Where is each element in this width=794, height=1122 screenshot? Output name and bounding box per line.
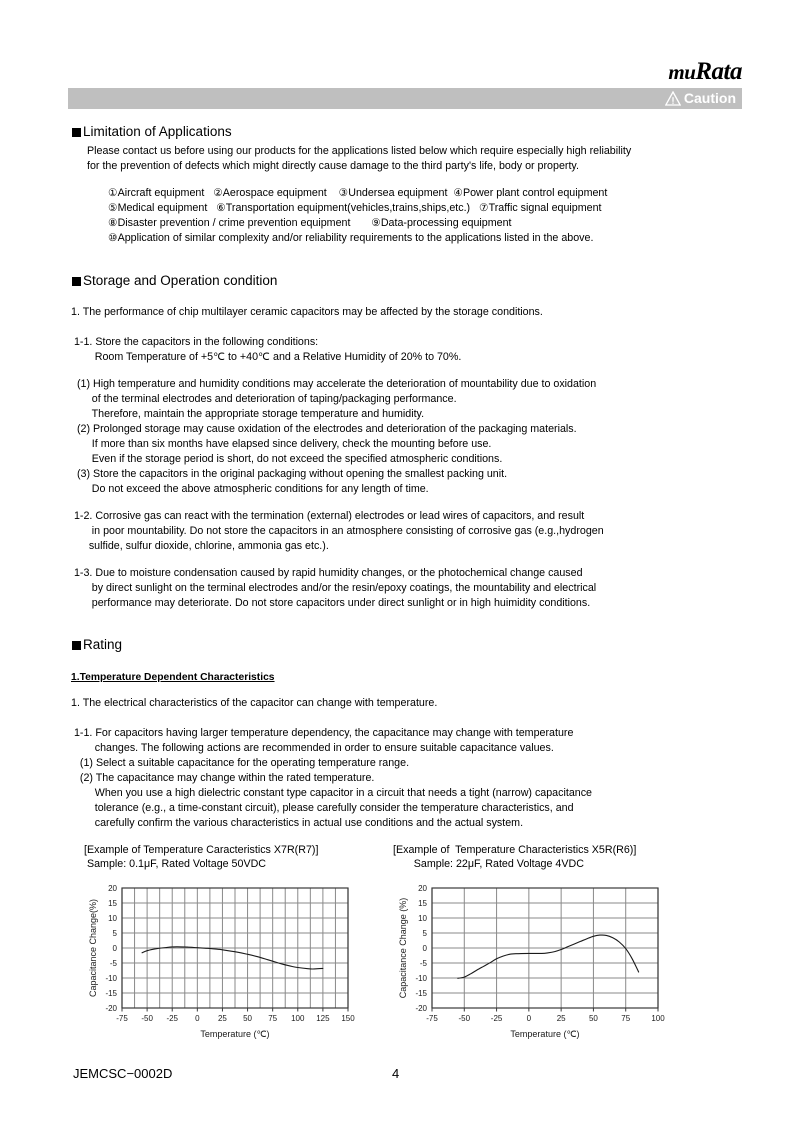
y-axis-tick-label: 5 [112,929,117,939]
x-axis-tick-label: 0 [526,1014,532,1023]
y-axis-tick-label: 20 [418,884,427,894]
caution-label-group [665,90,736,107]
storage-1-1-line-1: 1-1. Store the capacitors in the following conditions: [71,336,319,348]
y-axis-tick-label: 20 [108,884,117,894]
footer-page-number: 4 [392,1066,400,1081]
chart-right-caption-line-2: Sample: 22μF, Rated Voltage 4VDC [393,858,584,870]
x-axis-tick-label: 0 [195,1014,200,1023]
storage-item-3-line-1: (3) Store the capacitors in the original packaging without opening the smallest packing unit. [71,468,508,480]
y-axis-tick-label: 10 [418,914,427,924]
section-heading-limitation-text: Limitation of Applications [83,124,232,139]
storage-1-3-line-2: by direct sunlight on the terminal electrodes and/or the resin/epoxy coatings, the mountability and electrical [71,582,597,594]
x-axis-label: Temperature (℃) [510,1029,580,1039]
y-axis-tick-label: -10 [105,974,117,984]
data-series-line [458,935,639,978]
y-axis-tick-label: 10 [108,914,117,924]
chart-left-caption-line-1: [Example of Temperature Caracteristics X7R(R7)] [84,844,319,856]
y-axis-tick-label: -10 [415,974,427,984]
y-axis-tick-label: -15 [105,989,117,999]
x-axis-tick-label: -75 [116,1014,128,1023]
x-axis-tick-label: -50 [458,1014,471,1023]
rating-1-1-line-1: 1-1. For capacitors having larger temperature dependency, the capacitance may change with temperature [71,727,574,739]
logo-text-rata: Rata [695,58,742,85]
chart-x7r-temperature-characteristics [60,878,360,1048]
murata-logo [668,58,742,86]
y-axis-tick-label: 5 [422,929,427,939]
y-axis-label: Capacitance Change(%) [88,898,98,998]
footer-document-id: JEMCSC−0002D [73,1066,173,1081]
y-axis-tick-label: -15 [415,989,427,999]
limitation-intro-line-1: Please contact us before using our products for the applications listed below which require especially high reliability [87,145,632,157]
rating-item-2-line-3: tolerance (e.g., a time-constant circuit), please carefully consider the temperature characteristics, and [71,802,574,814]
storage-1-3-line-3: performance may deteriorate. Do not store capacitors under direct sunlight or in high huimidity conditions. [71,597,591,609]
storage-item-1-line-1: (1) High temperature and humidity conditions may accelerate the deterioration of mountability due to oxidation [71,378,597,390]
storage-1-3-line-1: 1-3. Due to moisture condensation caused by rapid humidity changes, or the photochemical change caused [71,567,583,579]
limitation-intro-line-2: for the prevention of defects which might directly cause damage to the third party's life, body or property. [87,160,579,172]
chart-right-caption-line-1: [Example of Temperature Characteristics X5R(R6)] [393,844,637,856]
limitation-item-4: ⑩Application of similar complexity and/or reliability requirements to the applications listed in the above. [108,232,594,244]
bullet-square-icon [72,641,81,650]
y-axis-tick-label: -20 [105,1004,117,1014]
storage-paragraph-1: 1. The performance of chip multilayer ceramic capacitors may be affected by the storage conditions. [71,306,543,318]
storage-item-1-line-3: Therefore, maintain the appropriate storage temperature and humidity. [71,408,425,420]
storage-item-2-line-1: (2) Prolonged storage may cause oxidation of the electrodes and deterioration of the packaging materials. [71,423,577,435]
storage-1-2-line-2: in poor mountability. Do not store the capacitors in an atmosphere consisting of corrosive gas (e.g.,hydrogen [71,525,604,537]
y-axis-tick-label: 0 [112,944,117,954]
y-axis-tick-label: -20 [415,1004,427,1014]
storage-item-3-line-2: Do not exceed the above atmospheric conditions for any length of time. [71,483,429,495]
x-axis-tick-label: 150 [341,1014,355,1023]
storage-item-2-line-2: If more than six months have elapsed since delivery, check the mounting before use. [71,438,492,450]
chart-x5r-temperature-characteristics [370,878,670,1048]
storage-1-1-line-2: Room Temperature of +5℃ to +40℃ and a Relative Humidity of 20% to 70%. [71,351,462,363]
storage-1-2-line-3: sulfide, sulfur dioxide, chlorine, ammonia gas etc.). [71,540,329,552]
y-axis-tick-label: -5 [109,959,117,969]
caution-banner [68,88,742,109]
logo-text-mu: mu [668,60,696,84]
x-axis-tick-label: 100 [651,1014,665,1023]
rating-item-2-line-2: When you use a high dielectric constant type capacitor in a circuit that needs a tight (narrow) capacitance [71,787,592,799]
x-axis-tick-label: 75 [268,1014,278,1023]
limitation-item-2: ⑤Medical equipment ⑥Transportation equipment(vehicles,trains,ships,etc.) ⑦Traffic signal equipment [108,202,602,214]
x-axis-tick-label: 25 [556,1014,566,1023]
rating-item-1: (1) Select a suitable capacitance for the operating temperature range. [71,757,410,769]
rating-1-1-line-2: changes. The following actions are recommended in order to ensure suitable capacitance values. [71,742,554,754]
x-axis-tick-label: -75 [426,1014,438,1023]
x-axis-tick-label: 25 [217,1014,227,1023]
chart-plot-area-1 [398,884,665,1039]
bullet-square-icon [72,128,81,137]
limitation-item-3: ⑧Disaster prevention / crime prevention equipment ⑨Data-processing equipment [108,217,512,229]
rating-item-2-line-4: carefully confirm the various characteristics in actual use conditions and the actual system. [71,817,524,829]
y-axis-tick-label: 15 [418,899,427,909]
y-axis-tick-label: -5 [419,959,427,969]
bullet-square-icon [72,277,81,286]
x-axis-tick-label: 100 [291,1014,305,1023]
y-axis-tick-label: 15 [108,899,117,909]
x-axis-tick-label: 75 [621,1014,631,1023]
rating-paragraph-1: 1. The electrical characteristics of the capacitor can change with temperature. [71,697,438,709]
x-axis-tick-label: 50 [588,1014,598,1023]
limitation-item-1: ①Aircraft equipment ②Aerospace equipment ③Undersea equipment ④Power plant control equipment [108,187,608,199]
caution-text: Caution [683,90,736,106]
storage-item-2-line-3: Even if the storage period is short, do not exceed the specified atmospheric conditions. [71,453,503,465]
warning-triangle-icon [665,91,681,106]
x-axis-tick-label: -25 [166,1014,179,1023]
section-heading-limitation [72,124,232,140]
storage-1-2-line-1: 1-2. Corrosive gas can react with the termination (external) electrodes or lead wires of capacitors, and result [71,510,585,522]
section-heading-rating [72,637,122,653]
x-axis-tick-label: -50 [141,1014,153,1023]
y-axis-label: Capacitance Change (%) [398,897,408,999]
section-heading-storage-text: Storage and Operation condition [83,273,278,288]
storage-item-1-line-2: of the terminal electrodes and deterioration of taping/packaging performance. [71,393,457,405]
x-axis-tick-label: 50 [243,1014,253,1023]
x-axis-tick-label: 125 [316,1014,330,1023]
x-axis-label: Temperature (℃) [200,1029,270,1039]
y-axis-tick-label: 0 [422,944,427,954]
rating-subheading: 1.Temperature Dependent Characteristics [71,672,275,683]
section-heading-rating-text: Rating [83,637,123,652]
section-heading-storage [72,273,277,289]
chart-left-caption-line-2: Sample: 0.1μF, Rated Voltage 50VDC [84,858,267,870]
rating-item-2: (2) The capacitance may change within the rated temperature. [71,772,375,784]
x-axis-tick-label: -25 [490,1014,503,1023]
chart-plot-area-0 [88,884,355,1039]
data-series-line [142,947,323,969]
